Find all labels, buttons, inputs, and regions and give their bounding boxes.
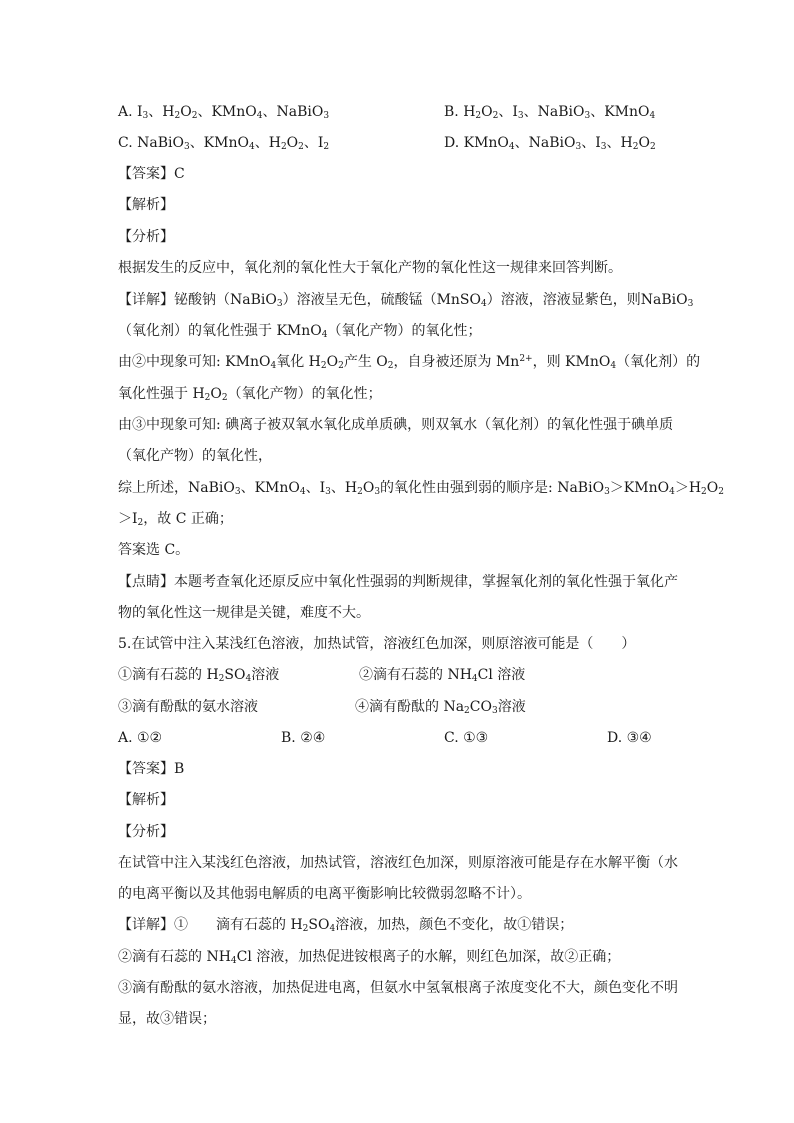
text-segment: 氧化 H [276,354,321,370]
script-text: 3 [575,142,582,152]
script-text: 2 [632,142,639,152]
q5-item-2 [359,665,525,685]
text-segment: SO [224,667,246,683]
choose-text: 答案选 C。 [118,542,190,558]
text-segment: 、KMnO [240,480,300,496]
text-segment: ，自身被还原为 Mn [393,354,520,370]
script-text: 3 [234,487,241,497]
script-text: 4 [248,142,255,152]
text-segment: 溶液 [497,699,526,715]
option-c [118,133,329,153]
text-segment: （氧化剂）的 [616,354,701,370]
script-text: 4 [508,142,515,152]
text-segment: SO [308,917,330,933]
script-text: 4 [270,361,277,371]
script-text: 2 [204,393,211,403]
text-segment: D. KMnO [444,135,509,151]
text-segment: O [638,135,650,151]
script-text: 3 [687,299,694,309]
text-segment: Cl 溶液 [477,667,526,683]
q5-answer-heading: 【答案】B [118,761,185,777]
script-text: 2 [298,142,304,152]
script-text: 2 [338,361,344,371]
option-a [118,102,329,122]
text-segment: 【详解】铋酸钠（NaBiO [118,292,277,308]
text-segment: ＞KMnO [609,480,670,496]
script-text: 2 [174,111,181,121]
script-text: 4 [245,674,252,684]
text-segment: ，则 KMnO [532,354,611,370]
script-text: 2 [218,674,225,684]
script-text: 3 [142,111,149,121]
dianjing-line-1: 【点睛】本题考查氧化还原反应中氧化性强弱的判断规律，掌握氧化剂的氧化性强于氧化产 [118,574,678,590]
script-text: 3 [604,487,610,497]
script-text: 3 [517,111,524,121]
text-segment: O [362,480,375,496]
text-segment: ＞I [118,511,138,527]
detail-line-2 [118,321,481,341]
script-text: 3 [491,706,498,716]
text-segment: 、NaBiO [514,135,576,151]
text-segment: 产生 O [343,354,388,370]
script-text: 2 [280,142,287,152]
text-segment: CO [469,699,492,715]
script-text: 4 [610,361,617,371]
text-segment: O [481,104,493,120]
script-text: 4 [481,299,487,309]
script-text: 2 [475,111,482,121]
script-text: 2+ [519,354,533,364]
text-segment: A. I [118,104,143,120]
text-segment: O [286,135,299,151]
script-text: 3 [374,487,381,497]
q5-fenxi-line-1: 在试管中注入某浅红色溶液，加热试管，溶液红色加深，则原溶液可能是存在水解平衡（水 [118,855,678,871]
script-text: 3 [276,299,283,309]
text-segment: ）溶液呈无色，硫酸锰（MnSO [282,292,481,308]
text-segment: ④滴有酚酞的 Na [355,699,465,715]
text-segment: 溶液 [251,667,280,683]
fenxi-heading: 【分析】 [118,229,174,245]
script-text: 2 [387,361,394,371]
text-segment: 、I [303,135,324,151]
answer-heading: 【答案】C [118,166,185,182]
script-text: 3 [183,142,190,152]
script-text: 2 [302,924,309,934]
script-text: 3 [584,111,591,121]
text-segment: （氧化产物）的氧化性； [327,323,482,339]
q5-detail-line-3: ③滴有酚酞的氨水溶液，加热促进电离，但氨水中氢氧根离子浓度变化不大，颜色变化不明 [118,980,678,996]
text-segment: （氧化产物）的氧化性； [227,386,382,402]
script-text: 4 [230,956,237,966]
script-text: 4 [669,487,675,497]
script-text: 4 [299,487,306,497]
text-segment: 的氧化性由强到弱的顺序是: NaBiO [380,480,605,496]
text-segment: ＞H [674,480,702,496]
script-text: 2 [320,361,327,371]
script-text: 2 [323,142,330,152]
text-segment: Cl 溶液，加热促进铵根离子的水解，则红色加深，故②正确； [236,949,621,965]
text-segment: 、H [148,104,175,120]
detail-line-7 [118,478,724,498]
script-text: 2 [191,111,198,121]
q5-choice-c: C. ①③ [444,730,489,746]
dianjing-line-2: 物的氧化性这一规律是关键，难度不大。 [118,605,370,621]
text-segment: 、NaBiO [523,104,585,120]
script-text: 4 [321,330,328,340]
question-5-stem: 5.在试管中注入某浅红色溶液，加热试管，溶液红色加深，则原溶液可能是（ ） [118,636,636,652]
text-segment: 综上所述，NaBiO [118,480,235,496]
text-segment: 、H [254,135,281,151]
text-segment: ②滴有石蕊的 NH [118,949,231,965]
q5-choice-b: B. ②④ [281,730,326,746]
script-text: 4 [256,111,263,121]
text-segment: O [706,480,719,496]
text-segment: 、KMnO [590,104,650,120]
text-segment: 由②中现象可知: KMnO [118,354,271,370]
text-segment: O [180,104,192,120]
text-segment: 、H [606,135,633,151]
detail-line-8 [118,509,233,529]
script-text: 4 [649,111,656,121]
script-text: 3 [323,111,330,121]
text-segment: O [326,354,339,370]
text-segment: C. NaBiO [118,135,184,151]
q5-fenxi-heading: 【分析】 [118,824,174,840]
text-segment: 、KMnO [197,104,257,120]
text-segment: ）溶液，溶液显紫色，则NaBiO [486,292,688,308]
text-segment: ，故 C 正确； [143,511,233,527]
script-text: 2 [701,487,707,497]
text-segment: 、I [498,104,518,120]
detail-line-3 [118,352,700,372]
text-segment: 、NaBiO [262,104,324,120]
text-segment: O [210,386,222,402]
q5-choice-d: D. ③④ [607,730,652,746]
text-segment: （氧化剂）的氧化性强于 KMnO [118,323,322,339]
option-b [444,102,655,122]
option-d [444,133,656,153]
text-segment: 氧化性强于 H [118,386,205,402]
q5-item-1 [118,665,279,685]
fenxi-text: 根据发生的反应中，氧化剂的氧化性大于氧化产物的氧化性这一规律来回答判断。 [118,260,622,276]
analysis-heading: 【解析】 [118,197,174,213]
text-segment: 溶液，加热，颜色不变化，故①错误； [335,917,574,933]
q5-choice-a: A. ①② [118,730,163,746]
detail-line-5: 由③中现象可知: 碘离子被双氧水氧化成单质碘，则双氧水（氧化剂）的氧化性强于碘单质 [118,417,674,433]
script-text: 2 [718,487,724,497]
script-text: 2 [221,393,228,403]
script-text: 2 [492,111,499,121]
script-text: 4 [329,924,336,934]
detail-line-6: （氧化产物）的氧化性， [118,448,272,464]
q5-detail-line-4: 显，故③错误； [118,1011,216,1027]
script-text: 2 [357,487,363,497]
q5-analysis-heading: 【解析】 [118,792,174,808]
detail-line-4 [118,384,382,404]
script-text: 3 [600,142,607,152]
text-segment: 【详解】① 滴有石蕊的 H [118,917,303,933]
text-segment: 、H [330,480,358,496]
text-segment: 、I [581,135,601,151]
text-segment: ①滴有石蕊的 H [118,667,219,683]
script-text: 2 [649,142,656,152]
text-segment: B. H [444,104,476,120]
q5-item-3: ③滴有酚酞的氨水溶液 [118,699,258,715]
detail-line-1 [118,290,693,310]
q5-detail-line-2 [118,947,620,967]
q5-fenxi-line-2: 的电离平衡以及其他弱电解质的电离平衡影响比较微弱忽略不计）。 [118,886,531,902]
script-text: 3 [325,487,331,497]
text-segment: ②滴有石蕊的 NH [359,667,472,683]
script-text: 2 [464,706,470,716]
text-segment: 、I [305,480,326,496]
q5-detail-line-1 [118,915,573,935]
script-text: 4 [471,674,478,684]
text-segment: 、KMnO [189,135,249,151]
script-text: 2 [137,518,144,528]
q5-item-4 [355,697,526,717]
